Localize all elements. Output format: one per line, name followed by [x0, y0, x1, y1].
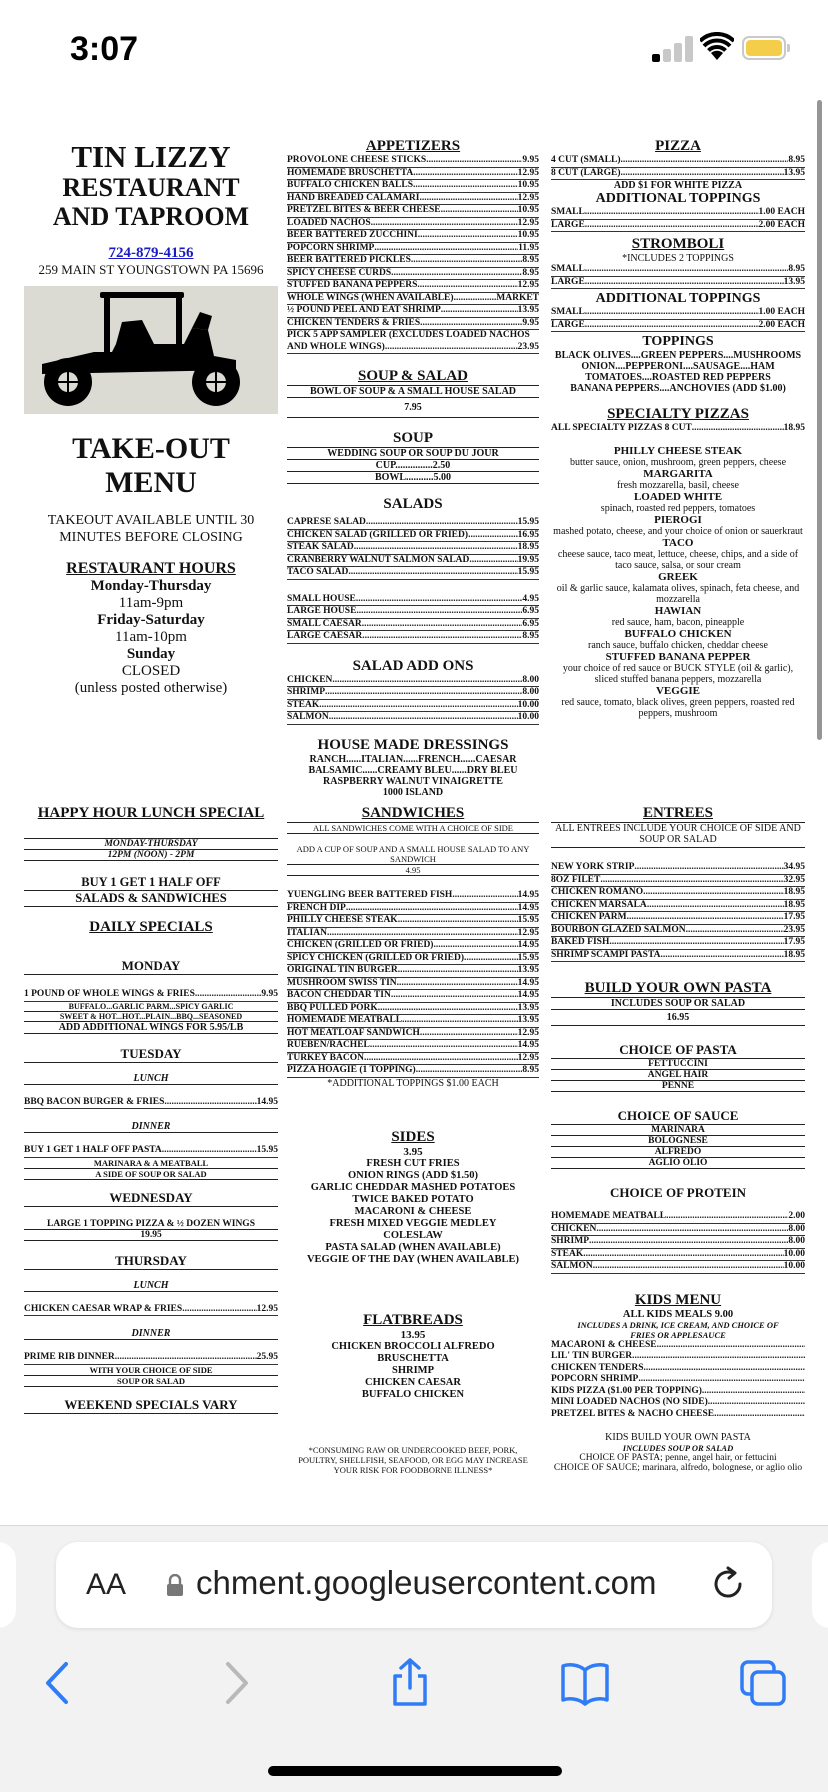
back-icon[interactable] [34, 1658, 84, 1708]
takeout-title-2: MENU [105, 466, 197, 499]
sandwiches-title: SANDWICHES [361, 805, 465, 821]
dressing-line: RANCH......ITALIAN......FRENCH......CAESAR [309, 753, 517, 765]
happy-time: 12PM (NOON) - 2PM [24, 850, 278, 861]
foodborne-disclaimer: *CONSUMING RAW OR UNDERCOOKED BEEF, PORK, POULTRY, SHELLFISH, SEAFOOD, OR EGG MAY INCREASE YOUR RISK FOR FOODBORNE ILLNESS* [298, 1444, 528, 1475]
menu-item: SPICY CHICKEN (GRILLED OR FRIED) ..... 15.95 [287, 953, 539, 966]
specialty-name: MARGARITA [643, 467, 713, 480]
menu-item: SMALL HOUSE ..... 4.95 [287, 594, 539, 607]
wifi-icon [700, 32, 734, 62]
toppings-line: BLACK OLIVES....GREEN PEPPERS....MUSHROOMS [554, 350, 802, 361]
protein-choice-title: CHOICE OF PROTEIN [609, 1185, 747, 1200]
takeout-availability: TAKEOUT AVAILABLE UNTIL 30 MINUTES BEFORE CLOSING [47, 513, 255, 545]
entrees-note: ALL ENTREES INCLUDE YOUR CHOICE OF SIDE AND SOUP OR SALAD [551, 822, 805, 848]
menu-item: PICK 5 APP SAMPLER (EXCLUDES LOADED NACHOS [287, 330, 530, 340]
stromboli-note: *INCLUDES 2 TOPPINGS [622, 253, 734, 264]
menu-item: SALMON ..... 10.00 [551, 1261, 805, 1274]
menu-item: SHRIMP ..... 8.00 [551, 1236, 805, 1249]
specialty-desc: spinach, roasted red peppers, tomatoes [600, 502, 756, 514]
appetizers-title: APPETIZERS [365, 138, 461, 154]
menu-item: MACARONI & CHEESE ..... [551, 1340, 805, 1352]
menu-item: ITALIAN ..... 12.95 [287, 928, 539, 941]
toppings-title: TOPPINGS [642, 334, 714, 349]
specialty-name: TACO [662, 536, 694, 549]
menu-item: LARGE CAESAR ..... 8.95 [287, 631, 539, 644]
flatbreads-list [287, 1341, 539, 1401]
prime-detail-2: SOUP OR SALAD [24, 1376, 278, 1387]
menu-item: STEAK ..... 10.00 [287, 700, 539, 713]
kids-title: KIDS MENU [634, 1291, 722, 1308]
menu-item: LARGE HOUSE ..... 6.95 [287, 606, 539, 619]
reader-aa-button[interactable]: AA [86, 1568, 127, 1601]
menu-item: CAPRESE SALAD ..... 15.95 [287, 517, 539, 530]
sandwiches-list [287, 890, 539, 1078]
wednesday-item: LARGE 1 TOPPING PIZZA & ½ DOZEN WINGS [24, 1219, 278, 1230]
weekend-note: WEEKEND SPECIALS VARY [24, 1397, 278, 1414]
menu-item: SPICY CHEESE CURDS ..... 8.95 [287, 268, 539, 281]
menu-item: RUEBEN/RACHEL ..... 14.95 [287, 1040, 539, 1053]
car-logo-image [24, 286, 278, 414]
pasta-list [551, 1059, 805, 1092]
salads-title: SALADS [383, 496, 443, 512]
menu-item: NEW YORK STRIP ..... 34.95 [551, 862, 805, 875]
menu-item: PIZZA HOAGIE (1 TOPPING) ..... 8.95 [287, 1065, 539, 1078]
hours-time: 11am-10pm [115, 629, 187, 645]
stromboli-list [551, 264, 805, 289]
menu-item: BUFFALO CHICKEN BALLS ..... 10.95 [287, 180, 539, 193]
tabs-icon[interactable] [738, 1658, 788, 1708]
pizza-sizes [551, 155, 805, 180]
list-item: BUFFALO CHICKEN [361, 1388, 465, 1400]
menu-item: CHICKEN ..... 8.00 [287, 675, 539, 688]
wednesday-price: 19.95 [24, 1230, 278, 1241]
menu-item: CHICKEN CAESAR WRAP & FRIES ..... 12.95 [24, 1304, 278, 1317]
menu-item: LOADED NACHOS ..... 12.95 [287, 218, 539, 231]
list-item: MARINARA [551, 1125, 805, 1136]
address-bar[interactable] [56, 1542, 772, 1628]
list-item: ANGEL HAIR [551, 1070, 805, 1081]
bogo-line: BUY 1 GET 1 HALF OFF [24, 875, 278, 891]
menu-item: 4 CUT (SMALL) ..... 8.95 [551, 155, 805, 168]
sauce-list [551, 1125, 805, 1169]
specialty-desc: red sauce, tomato, black olives, green peppers, roasted red peppers, mushroom [561, 696, 795, 719]
soup-bowl: BOWL...........5.00 [287, 472, 539, 484]
happy-days: MONDAY-THURSDAY [24, 838, 278, 850]
menu-item: FRENCH DIP ..... 14.95 [287, 903, 539, 916]
toppings-line: TOMATOES....ROASTED RED PEPPERS [585, 372, 771, 383]
list-item: SHRIMP [392, 1364, 434, 1376]
menu-item: SMALL ..... 1.00 EACH [551, 307, 805, 320]
menu-item: STEAK ..... 10.00 [551, 1249, 805, 1262]
menu-item: LARGE ..... 13.95 [551, 277, 805, 290]
header-column [24, 140, 278, 697]
thursday-title: THURSDAY [24, 1253, 278, 1270]
kids-price: ALL KIDS MEALS 9.00 [622, 1308, 734, 1320]
specialty-desc: mashed potato, cheese, and your choice of onion or sauerkraut [553, 525, 803, 537]
sandwiches-column [287, 805, 539, 1475]
dressing-line: 1000 ISLAND [382, 786, 444, 798]
menu-item: SMALL ..... 1.00 EACH [551, 207, 805, 220]
specialty-name: BUFFALO CHICKEN [624, 627, 732, 640]
menu-item: PROVOLONE CHEESE STICKS ..... 9.95 [287, 155, 539, 168]
list-item: ONION RINGS (ADD $1.50) [347, 1169, 479, 1181]
bookmarks-icon[interactable] [560, 1658, 610, 1708]
kids-build-title: KIDS BUILD YOUR OWN PASTA [605, 1432, 751, 1443]
share-icon[interactable] [385, 1658, 435, 1708]
pasta-choice-title: CHOICE OF PASTA [551, 1042, 805, 1059]
menu-item: HOMEMADE MEATBALL ..... 13.95 [287, 1015, 539, 1028]
hours-time: CLOSED [121, 663, 181, 679]
menu-item: LARGE ..... 2.00 EACH [551, 320, 805, 333]
menu-item: BEER BATTERED ZUCCHINI ..... 10.95 [287, 230, 539, 243]
list-item: CHICKEN BROCCOLI ALFREDO [331, 1340, 495, 1352]
side-salads-list [287, 594, 539, 644]
menu-item: WHOLE WINGS (WHEN AVAILABLE) ..... MARKET [287, 293, 539, 306]
sandwich-cup-price: 4.95 [287, 864, 539, 876]
salads-list [287, 517, 539, 580]
soup-line: WEDDING SOUP OR SOUP DU JOUR [287, 447, 539, 460]
menu-item: 8OZ FILET ..... 32.95 [551, 875, 805, 888]
menu-item: TACO SALAD ..... 15.95 [287, 567, 539, 580]
next-tab-peek[interactable] [812, 1542, 828, 1628]
sides-title: SIDES [391, 1128, 435, 1145]
dressings-title: HOUSE MADE DRESSINGS [317, 736, 509, 753]
specials-column [24, 805, 278, 1414]
lock-icon [166, 1574, 184, 1596]
menu-item: ALL SPECIALTY PIZZAS 8 CUT ..... 18.95 [551, 423, 805, 435]
dressing-line: BALSAMIC......CREAMY BLEU......DRY BLEU [308, 764, 518, 776]
wing-add: ADD ADDITIONAL WINGS FOR 5.95/LB [24, 1022, 278, 1034]
menu-item: PRIME RIB DINNER ..... 25.95 [24, 1352, 278, 1365]
bogo-line-2: SALADS & SANDWICHES [24, 891, 278, 907]
sauce-choice-title: CHOICE OF SAUCE [551, 1108, 805, 1125]
pasta-detail: MARINARA & A MEATBALL [24, 1158, 278, 1169]
status-bar [0, 0, 828, 100]
specialty-list [551, 445, 805, 719]
list-item: COLESLAW [383, 1229, 443, 1241]
menu-item: SHRIMP SCAMPI PASTA ..... 18.95 [551, 950, 805, 963]
menu-item: BOURBON GLAZED SALMON ..... 23.95 [551, 925, 805, 938]
menu-page [0, 100, 828, 1525]
kids-build-line-2: CHOICE OF SAUCE; marinara, alfredo, bolognese, or aglio olio [553, 1463, 803, 1473]
menu-item: HOMEMADE BRUSCHETTA ..... 12.95 [287, 168, 539, 181]
hours-day: Monday-Thursday [90, 578, 212, 594]
address: 259 MAIN ST YOUNGSTOWN PA 15696 [38, 262, 264, 277]
toppings-line: ONION....PEPPERONI....SAUSAGE....HAM [581, 361, 775, 372]
menu-item: CHICKEN MARSALA ..... 18.95 [551, 900, 805, 913]
combo-price: 7.95 [287, 398, 539, 418]
menu-item: ½ POUND PEEL AND EAT SHRIMP ..... 13.95 [287, 305, 539, 318]
entrees-column [551, 805, 805, 1473]
white-pizza-note: ADD $1 FOR WHITE PIZZA [613, 180, 743, 191]
menu-item: CHICKEN ..... 8.00 [551, 1224, 805, 1237]
specialty-desc: cheese sauce, taco meat, lettuce, cheese, chips, and a side of taco sauce, salsa, or sour cream [557, 548, 799, 571]
specialty-name: STUFFED BANANA PEPPER [605, 650, 751, 663]
specialty-name: LOADED WHITE [633, 490, 723, 503]
menu-item: STEAK SALAD ..... 18.95 [287, 542, 539, 555]
lunch-label: LUNCH [24, 1073, 278, 1085]
specialty-name: GREEK [658, 570, 698, 583]
monday-title: MONDAY [24, 958, 278, 975]
flatbreads-price: 13.95 [400, 1328, 426, 1341]
status-time: 3:07 [70, 30, 139, 68]
menu-item: MINI LOADED NACHOS (NO SIDE) ..... [551, 1397, 805, 1409]
menu-item: CRANBERRY WALNUT SALMON SALAD ..... 19.95 [287, 555, 539, 568]
menu-item: YUENGLING BEER BATTERED FISH ..... 14.95 [287, 890, 539, 903]
lunch-label: LUNCH [24, 1280, 278, 1292]
specialty-name: VEGGIE [655, 684, 700, 697]
restaurant-name-2: RESTAURANT [62, 173, 240, 202]
menu-item: AND WHOLE WINGS) ..... 23.95 [287, 342, 539, 355]
menu-item: BACON CHEDDAR TIN ..... 14.95 [287, 990, 539, 1003]
toppings-add-list [551, 207, 805, 232]
specialty-desc: your choice of red sauce or BUCK STYLE (oil & garlic), sliced stuffed banana peppers, mozzarella [562, 662, 794, 685]
sides-price: 3.95 [403, 1145, 423, 1158]
list-item: PASTA SALAD (WHEN AVAILABLE) [325, 1241, 501, 1253]
specialty-desc: red sauce, ham, bacon, pineapple [611, 616, 745, 628]
menu-item: BAKED FISH ..... 17.95 [551, 937, 805, 950]
dinner-label: DINNER [24, 1328, 278, 1340]
menu-item: BBQ PULLED PORK ..... 13.95 [287, 1003, 539, 1016]
wing-sauces-2: SWEET & HOT...HOT...PLAIN...BBQ...SEASONED [24, 1012, 278, 1022]
menu-item: BUY 1 GET 1 HALF OFF PASTA ..... 15.95 [24, 1145, 278, 1158]
menu-item: SMALL ..... 8.95 [551, 264, 805, 277]
menu-item: PRETZEL BITES & BEER CHEESE ..... 10.95 [287, 205, 539, 218]
sandwich-extra: *ADDITIONAL TOPPINGS $1.00 EACH [327, 1077, 499, 1089]
menu-item: PHILLY CHEESE STEAK ..... 15.95 [287, 915, 539, 928]
list-item: BRUSCHETTA [377, 1352, 449, 1364]
addons-list [287, 675, 539, 725]
hours-title: RESTAURANT HOURS [66, 560, 236, 577]
menu-item: LARGE ..... 2.00 EACH [551, 220, 805, 233]
reload-icon[interactable] [710, 1566, 746, 1602]
kids-list [551, 1340, 805, 1421]
kids-note: INCLUDES A DRINK, ICE CREAM, AND CHOICE OF FRIES OR APPLESAUCE [577, 1319, 779, 1340]
wing-sauces: BUFFALO...GARLIC PARM...SPICY GARLIC [24, 1002, 278, 1012]
menu-item: BEER BATTERED PICKLES ..... 8.95 [287, 255, 539, 268]
dressing-line: RASPBERRY WALNUT VINAIGRETTE [323, 775, 503, 787]
hours-day: Friday-Saturday [97, 612, 205, 628]
dinner-label: DINNER [24, 1121, 278, 1133]
wednesday-title: WEDNESDAY [24, 1190, 278, 1207]
menu-item: 1 POUND OF WHOLE WINGS & FRIES ..... 9.95 [24, 989, 278, 1002]
soup-title: SOUP [392, 430, 433, 446]
addons-title: SALAD ADD ONS [352, 657, 474, 674]
menu-item: MUSHROOM SWISS TIN ..... 14.95 [287, 978, 539, 991]
menu-item: CHICKEN ROMANO ..... 18.95 [551, 887, 805, 900]
sandwich-cup-note: ADD A CUP OF SOUP AND A SMALL HOUSE SALAD TO ANY SANDWICH [296, 844, 530, 864]
specialty-desc: fresh mozzarella, basil, cheese [617, 479, 739, 491]
sides-list [287, 1158, 539, 1266]
menu-item: ORIGINAL TIN BURGER ..... 13.95 [287, 965, 539, 978]
prime-detail: WITH YOUR CHOICE OF SIDE [24, 1365, 278, 1376]
specialty-desc: ranch sauce, buffalo chicken, cheddar cheese [588, 639, 768, 651]
menu-item: HOMEMADE MEATBALL ..... 2.00 [551, 1211, 805, 1224]
specialty-name: PHILLY CHEESE STEAK [613, 444, 743, 457]
list-item: FRESH CUT FRIES [366, 1157, 460, 1169]
specialty-desc: oil & garlic sauce, kalamata olives, spinach, feta cheese, and mozzarella [556, 582, 800, 605]
menu-item: STUFFED BANANA PEPPERS ..... 12.95 [287, 280, 539, 293]
list-item: BOLOGNESE [551, 1136, 805, 1147]
combo-line: BOWL OF SOUP & A SMALL HOUSE SALAD [287, 385, 539, 398]
restaurant-name-3: AND TAPROOM [52, 202, 250, 231]
entrees-title: ENTREES [642, 805, 714, 821]
flatbreads-title: FLATBREADS [363, 1311, 463, 1328]
list-item: PENNE [551, 1081, 805, 1092]
menu-item: SHRIMP ..... 8.00 [287, 687, 539, 700]
appetizers-column [287, 138, 539, 798]
phone-link[interactable]: 724-879-4156 [108, 245, 194, 261]
sandwich-note: ALL SANDWICHES COME WITH A CHOICE OF SIDE [287, 822, 539, 834]
toppings-add-title: ADDITIONAL TOPPINGS [595, 191, 761, 206]
pizza-title: PIZZA [655, 138, 701, 154]
menu-item: TURKEY BACON ..... 12.95 [287, 1053, 539, 1066]
tuesday-title: TUESDAY [24, 1046, 278, 1063]
menu-item: CHICKEN (GRILLED OR FRIED) ..... 14.95 [287, 940, 539, 953]
list-item: TWICE BAKED POTATO [352, 1193, 474, 1205]
toppings-add-title-2: ADDITIONAL TOPPINGS [595, 291, 761, 306]
menu-item: CHICKEN TENDERS ..... [551, 1363, 805, 1375]
byop-title: BUILD YOUR OWN PASTA [584, 980, 772, 996]
menu-item: CHICKEN TENDERS & FRIES ..... 9.95 [287, 318, 539, 331]
hours-note: (unless posted otherwise) [74, 680, 228, 696]
cellular-signal-icon [652, 36, 694, 62]
menu-item: BBQ BACON BURGER & FRIES ..... 14.95 [24, 1097, 278, 1110]
list-item: FRESH MIXED VEGGIE MEDLEY [329, 1217, 497, 1229]
byop-price: 16.95 [551, 1010, 805, 1026]
menu-item: POPCORN SHRIMP ..... 11.95 [287, 243, 539, 256]
restaurant-name: TIN LIZZY [71, 139, 231, 174]
model-t-car-icon [24, 286, 278, 414]
specialty-name: PIEROGI [654, 513, 702, 526]
menu-item: KIDS PIZZA ($1.00 PER TOPPING) ..... [551, 1386, 805, 1398]
soup-salad-title: SOUP & SALAD [357, 368, 469, 384]
list-item: GARLIC CHEDDAR MASHED POTATOES [310, 1181, 516, 1193]
pizza-column [551, 138, 805, 719]
protein-list [551, 1211, 805, 1274]
menu-item: HAND BREADED CALAMARI ..... 12.95 [287, 193, 539, 206]
happy-hour-title: HAPPY HOUR LUNCH SPECIAL [37, 805, 265, 821]
list-item: FETTUCCINI [551, 1059, 805, 1070]
menu-item: SMALL CAESAR ..... 6.95 [287, 619, 539, 632]
battery-icon [742, 36, 786, 60]
url-text[interactable]: chment.googleusercontent.com [196, 1564, 657, 1601]
soup-cup: CUP...............2.50 [287, 460, 539, 472]
menu-item: CHICKEN PARM ..... 17.95 [551, 912, 805, 925]
toppings-add-list-2 [551, 307, 805, 332]
specialty-name: HAWIAN [654, 604, 702, 617]
list-item: AGLIO OLIO [551, 1158, 805, 1169]
specialty-title: SPECIALTY PIZZAS [607, 406, 749, 422]
pasta-detail-2: A SIDE OF SOUP OR SALAD [24, 1169, 278, 1180]
hours-time: 11am-9pm [118, 595, 184, 611]
toppings-line: BANANA PEPPERS....ANCHOVIES (ADD $1.00) [570, 383, 786, 394]
forward-icon[interactable] [210, 1658, 260, 1708]
kids-build-line: CHOICE OF PASTA; penne, angel hair, or fettucini [579, 1453, 777, 1463]
byop-note: INCLUDES SOUP OR SALAD [551, 997, 805, 1010]
list-item: ALFREDO [551, 1147, 805, 1158]
list-item: VEGGIE OF THE DAY (WHEN AVAILABLE) [306, 1253, 520, 1265]
menu-item: HOT MEATLOAF SANDWICH ..... 12.95 [287, 1028, 539, 1041]
menu-item: POPCORN SHRIMP ..... [551, 1374, 805, 1386]
browser-toolbar [0, 1525, 828, 1792]
daily-specials-title: DAILY SPECIALS [89, 919, 213, 935]
stromboli-title: STROMBOLI [631, 236, 725, 252]
menu-item: 8 CUT (LARGE) ..... 13.95 [551, 168, 805, 181]
menu-item: SALMON ..... 10.00 [287, 712, 539, 725]
entrees-list [551, 862, 805, 962]
menu-item: CHICKEN SALAD (GRILLED OR FRIED) ..... 16.95 [287, 530, 539, 543]
specialty-desc: butter sauce, onion, mushroom, green peppers, cheese [569, 456, 787, 468]
list-item: MACARONI & CHEESE [354, 1205, 472, 1217]
menu-item: PRETZEL BITES & NACHO CHEESE ..... [551, 1409, 805, 1421]
kids-build-note: INCLUDES SOUP OR SALAD [622, 1443, 734, 1453]
home-indicator [268, 1766, 562, 1776]
takeout-title: TAKE-OUT [72, 432, 230, 465]
hours-day: Sunday [126, 646, 176, 662]
menu-item: LIL' TIN BURGER ..... [551, 1351, 805, 1363]
list-item: CHICKEN CAESAR [365, 1376, 461, 1388]
previous-tab-peek[interactable] [0, 1542, 16, 1628]
appetizers-list [287, 155, 539, 330]
